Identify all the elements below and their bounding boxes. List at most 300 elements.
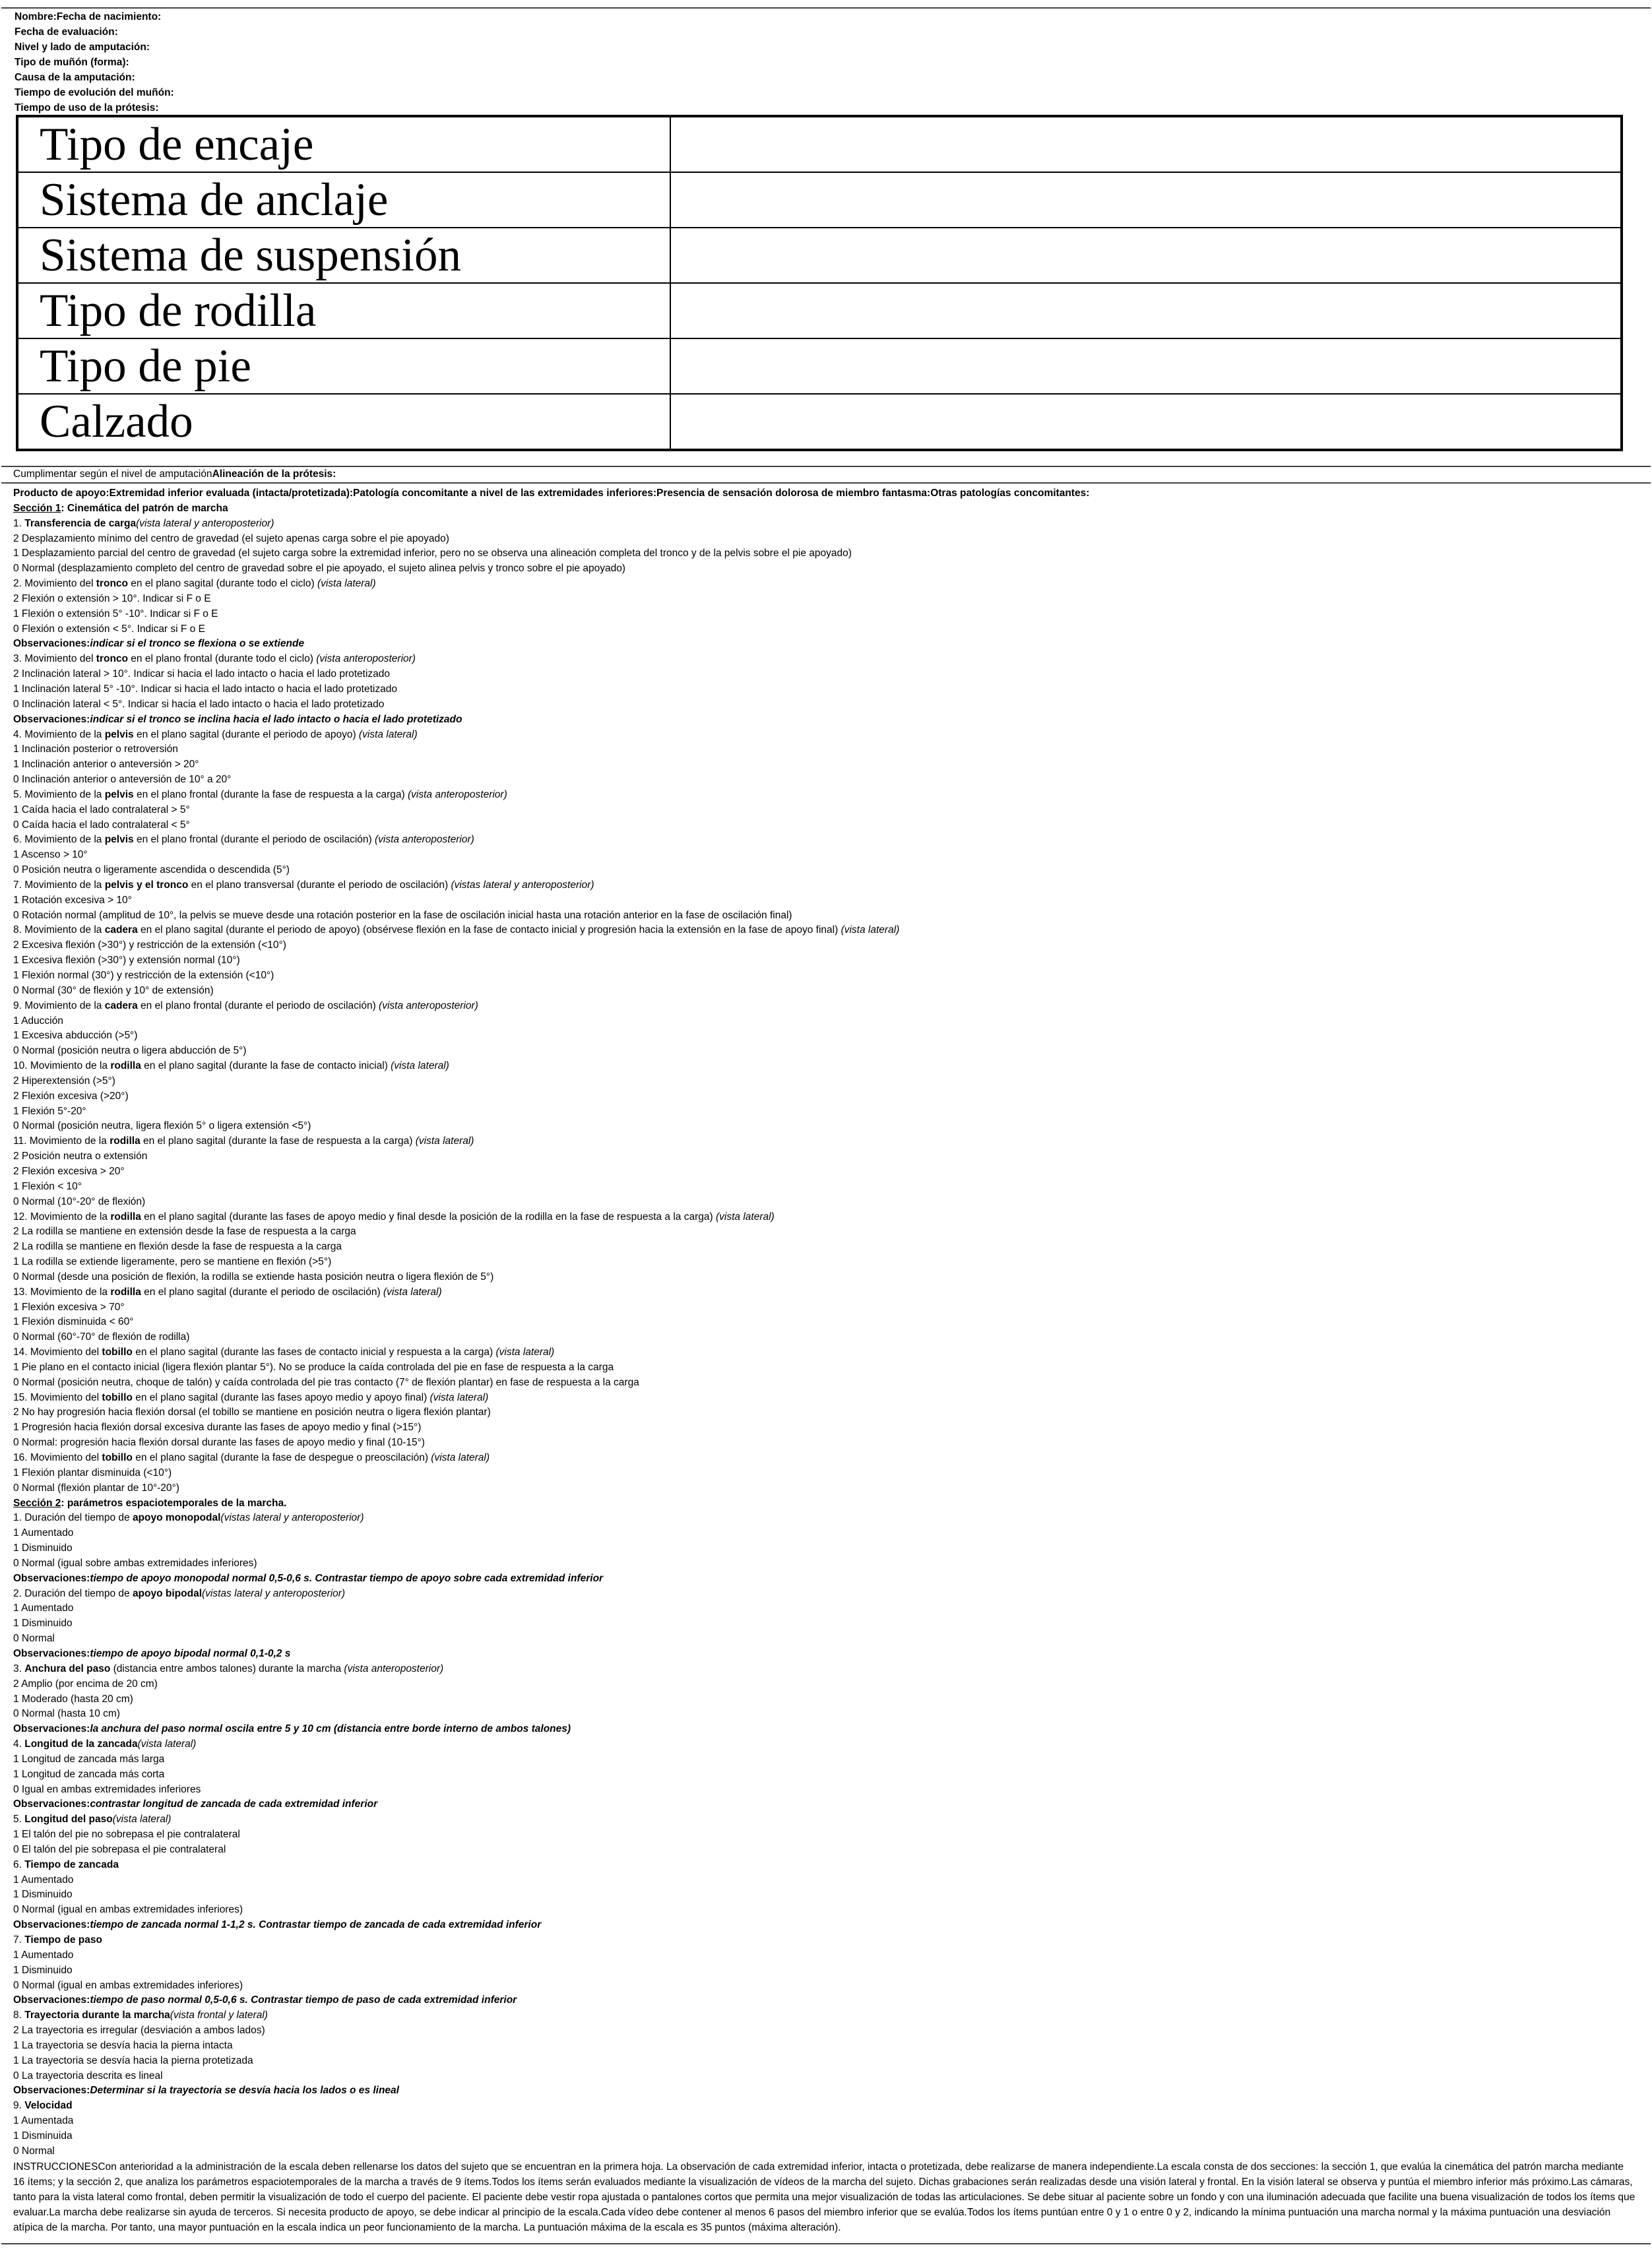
scale-line — [13, 1752, 1636, 1767]
text-run: 0 Inclinación lateral < 5°. Indicar si hacia el lado intacto o hacia el lado protetizado — [13, 698, 385, 710]
scale-line — [13, 1783, 1636, 1798]
scale-line — [13, 1255, 1636, 1270]
text-run: en el plano frontal (durante el periodo de oscilación) — [133, 834, 375, 846]
table-row — [17, 172, 1622, 228]
scale-line — [13, 1647, 1636, 1662]
text-run: (vista lateral) — [715, 1211, 775, 1222]
scale-line — [13, 1737, 1636, 1752]
text-run: pelvis y el tronco — [104, 879, 189, 891]
product-fields-line: Producto de apoyo:Extremidad inferior evaluada (intacta/protetizada):Patología concomitante a nivel de las extremidades inferiores:Presencia de sensación dolorosa de miembro fantasma:Otras patologías concomitantes: — [13, 488, 1090, 499]
scale-line — [13, 1948, 1636, 1963]
scale-line — [13, 893, 1636, 908]
text-run: en el plano sagital (durante la fase de contacto inicial) — [141, 1060, 391, 1072]
scale-line — [13, 1858, 1636, 1873]
text-run: 7. Movimiento de la — [13, 879, 105, 891]
text-run: 0 Inclinación anterior o anteversión de 10° a 20° — [13, 774, 232, 786]
text-run: en el plano sagital (durante el periodo de apoyo) — [133, 728, 359, 740]
text-run: 0 Normal (desplazamiento completo del centro de gravedad sobre el pie apoyado, el sujeto alinea pelvis y tronco sobre el pie apoyado) — [13, 563, 625, 575]
scale-line — [13, 908, 1636, 924]
scale-line — [13, 561, 1636, 577]
text-run: 1 Aumentada — [13, 2115, 74, 2127]
text-run: pelvis — [104, 728, 134, 740]
text-run: Observaciones: — [13, 1994, 90, 2006]
scale-line — [13, 1979, 1636, 1994]
scale-line — [13, 532, 1636, 547]
text-run: cadera — [104, 1000, 138, 1011]
scale-line — [13, 1300, 1636, 1316]
scale-line — [13, 592, 1636, 607]
text-run: tiempo de zancada normal 1-1,2 s. Contrastar tiempo de zancada de cada extremidad inferior — [90, 1919, 542, 1931]
text-run: 2 Posición neutra o extensión — [13, 1151, 148, 1162]
scale-line — [13, 1888, 1636, 1903]
text-run: 1 Aducción — [13, 1015, 63, 1027]
scale-line — [13, 999, 1636, 1014]
text-run: 0 Normal (igual en ambas extremidades inferiores) — [13, 1979, 243, 1991]
text-run: 0 Igual en ambas extremidades inferiores — [13, 1783, 201, 1795]
label-sistema-suspension: Sistema de suspensión — [17, 228, 670, 283]
scale-line — [13, 742, 1636, 757]
text-run: en el plano sagital (durante el periodo de oscilación) — [141, 1286, 383, 1298]
text-run: 9. Movimiento de la — [13, 1000, 105, 1011]
text-run: (vistas lateral y anteroposterior) — [451, 879, 594, 891]
scale-line — [13, 728, 1636, 743]
text-run: 14. Movimiento del — [13, 1347, 102, 1358]
field-nombre: Nombre:Fecha de nacimiento: — [15, 11, 162, 22]
text-run: (vista lateral) — [495, 1347, 555, 1358]
text-run: 2 La rodilla se mantiene en extensión desde la fase de respuesta a la carga — [13, 1226, 356, 1238]
text-run: 1 La rodilla se extiende ligeramente, pero se mantiene en flexión (>5°) — [13, 1256, 332, 1268]
text-run: pelvis — [104, 788, 134, 800]
scale-line — [13, 682, 1636, 697]
scale-line — [13, 1707, 1636, 1722]
scale-line — [13, 1616, 1636, 1632]
text-run: 1 El talón del pie no sobrepasa el pie contralateral — [13, 1829, 240, 1841]
text-run: 4. — [13, 1738, 25, 1750]
text-run: en el plano sagital (durante las fases apoyo medio y apoyo final) — [132, 1391, 430, 1403]
label-calzado: Calzado — [17, 394, 670, 450]
scale-line — [13, 1315, 1636, 1330]
text-run: 0 Normal (60°-70° de flexión de rodilla) — [13, 1331, 190, 1343]
text-run: apoyo bipodal — [132, 1587, 202, 1599]
scale-line — [13, 863, 1636, 878]
scale-line — [13, 1466, 1636, 1481]
scale-line — [13, 2083, 1636, 2099]
patient-header — [15, 9, 174, 115]
text-run: (vistas lateral y anteroposterior) — [202, 1587, 346, 1599]
scale-line — [13, 697, 1636, 713]
scale-line — [13, 1526, 1636, 1541]
text-run: Observaciones: — [13, 1919, 90, 1931]
scale-line — [13, 818, 1636, 833]
text-run: 1 Inclinación anterior o anteversión > 20° — [13, 759, 199, 771]
scale-line — [13, 968, 1636, 984]
field-nivel-amputacion: Nivel y lado de amputación: — [15, 42, 150, 53]
scale-line — [13, 1210, 1636, 1225]
text-run: Tiempo de paso — [24, 1934, 102, 1946]
text-run: Sección 1 — [13, 502, 61, 514]
field-tiempo-uso: Tiempo de uso de la prótesis: — [15, 102, 159, 113]
text-run: 1 Caída hacia el lado contralateral > 5° — [13, 804, 190, 815]
scale-line — [13, 2114, 1636, 2129]
text-run: 1 La trayectoria se desvía hacia la pierna protetizada — [13, 2054, 253, 2066]
scale-line — [13, 1767, 1636, 1783]
text-run: Transferencia de carga — [24, 517, 137, 529]
text-run: 1 Aumentado — [13, 1602, 74, 1614]
scale-line — [13, 1481, 1636, 1496]
text-run: 13. Movimiento de la — [13, 1286, 111, 1298]
text-run: 0 Normal (10°-20° de flexión) — [13, 1195, 146, 1207]
scale-line — [13, 1029, 1636, 1044]
text-run: 2 Amplio (por encima de 20 cm) — [13, 1678, 158, 1690]
scale-line — [13, 1436, 1636, 1451]
text-run: Trayectoria durante la marcha — [24, 2010, 170, 2021]
text-run: 0 Normal (flexión plantar de 10°-20°) — [13, 1482, 179, 1494]
text-run: 1 Aumentado — [13, 1874, 74, 1886]
text-run: 3. Movimiento del — [13, 653, 96, 665]
scale-line — [13, 2099, 1636, 2114]
scale-line — [13, 1918, 1636, 1933]
scale-line — [13, 1812, 1636, 1827]
text-run: 0 El talón del pie sobrepasa el pie contralateral — [13, 1843, 226, 1855]
text-run: 8. — [13, 2010, 25, 2021]
label-tipo-encaje: Tipo de encaje — [17, 116, 670, 172]
scale-line — [13, 1180, 1636, 1195]
bottom-rule — [1, 2243, 1651, 2244]
text-run: 0 Normal (posición neutra, ligera flexión 5° o ligera extensión <5°) — [13, 1120, 311, 1132]
text-run: 9. — [13, 2100, 25, 2112]
text-run: tobillo — [102, 1391, 133, 1403]
scale-line — [13, 1722, 1636, 1737]
text-run: 1 Excesiva abducción (>5°) — [13, 1030, 138, 1042]
scale-line — [13, 953, 1636, 968]
text-run: Tiempo de zancada — [24, 1858, 119, 1870]
scale-line — [13, 1420, 1636, 1436]
text-run: Sección 2 — [13, 1497, 61, 1509]
text-run: (vista lateral) — [391, 1060, 449, 1072]
text-run: 0 Normal (posición neutra o ligera abducción de 5°) — [13, 1045, 247, 1057]
table-row — [17, 116, 1622, 172]
text-run: 1 Flexión normal (30°) y restricción de la extensión (<10°) — [13, 970, 274, 981]
text-run: 1 Aumentado — [13, 1949, 74, 1961]
value-cell[interactable] — [670, 116, 1622, 172]
scale-line — [13, 1376, 1636, 1391]
text-run: tronco — [96, 578, 128, 590]
text-run: 0 Caída hacia el lado contralateral < 5° — [13, 819, 190, 831]
scale-line — [13, 1044, 1636, 1059]
scale-line — [13, 622, 1636, 637]
text-run: pelvis — [104, 834, 134, 846]
text-run: Longitud del paso — [24, 1814, 113, 1825]
scale-line — [13, 773, 1636, 788]
text-run: 1 Disminuido — [13, 1618, 73, 1630]
text-run: tiempo de paso normal 0,5-0,6 s. Contrastar tiempo de paso de cada extremidad inferior — [90, 1994, 517, 2006]
scale-line — [13, 1149, 1636, 1164]
text-run: 0 Normal: progresión hacia flexión dorsal durante las fases de apoyo medio y final (10-15°) — [13, 1437, 425, 1449]
text-run: rodilla — [110, 1286, 141, 1298]
scale-line — [13, 1827, 1636, 1843]
text-run: 11. Movimiento de la — [13, 1135, 110, 1147]
text-run: 1 Flexión plantar disminuida (<10°) — [13, 1467, 172, 1478]
scale-line — [13, 984, 1636, 999]
scale-line — [13, 577, 1636, 592]
text-run: (vista anteroposterior) — [344, 1663, 444, 1674]
scale-line — [13, 2129, 1636, 2144]
scale-items — [13, 501, 1636, 2159]
text-run: (vista lateral) — [415, 1135, 474, 1147]
text-run: Observaciones: — [13, 1723, 90, 1735]
scale-line — [13, 1873, 1636, 1888]
text-run: en el plano frontal (durante el periodo de oscilación) — [137, 1000, 379, 1011]
value-cell[interactable] — [670, 338, 1622, 394]
scale-line — [13, 1089, 1636, 1104]
label-tipo-rodilla: Tipo de rodilla — [17, 283, 670, 338]
text-run: Observaciones: — [13, 1572, 90, 1584]
text-run: 2. Movimiento del — [13, 578, 96, 590]
text-run: 0 Normal (30° de flexión y 10° de extensión) — [13, 984, 214, 996]
scale-line — [13, 1556, 1636, 1571]
text-run: tronco — [96, 653, 128, 665]
scale-line — [13, 667, 1636, 682]
scale-line — [13, 713, 1636, 728]
text-run: 1 Disminuido — [13, 1889, 73, 1901]
text-run: Anchura del paso — [24, 1663, 111, 1674]
text-run: 0 Normal (igual en ambas extremidades inferiores) — [13, 1904, 243, 1916]
text-run: 0 Flexión o extensión < 5°. Indicar si F o E — [13, 623, 205, 635]
scale-line — [13, 546, 1636, 561]
scale-line — [13, 1134, 1636, 1149]
text-run: 1 Inclinación lateral 5° -10°. Indicar si hacia el lado intacto o hacia el lado protetizado — [13, 683, 397, 695]
text-run: 1 Moderado (hasta 20 cm) — [13, 1693, 133, 1705]
text-run: rodilla — [110, 1060, 141, 1072]
scale-line — [13, 833, 1636, 848]
text-run: 2 Inclinación lateral > 10°. Indicar si hacia el lado intacto o hacia el lado protetizado — [13, 668, 391, 680]
rule — [1, 466, 1651, 467]
scale-line — [13, 878, 1636, 893]
scale-line — [13, 757, 1636, 773]
text-run: contrastar longitud de zancada de cada extremidad inferior — [90, 1798, 378, 1810]
text-run: en el plano sagital (durante el periodo de apoyo) (obsérvese flexión en la fase de contacto inicial y progresión hacia la extensión en la fase de apoyo final) — [137, 924, 841, 936]
scale-line — [13, 1511, 1636, 1526]
scale-line — [13, 938, 1636, 953]
field-tipo-munon: Tipo de muñón (forma): — [15, 57, 129, 68]
text-run: 0 Normal — [13, 2145, 55, 2157]
scale-line — [13, 1601, 1636, 1616]
scale-line — [13, 1014, 1636, 1029]
text-run: 1 Pie plano en el contacto inicial (ligera flexión plantar 5°). No se produce la caída controlada del pie en fase de respuesta a la carga — [13, 1361, 614, 1373]
text-run: 1 Flexión excesiva > 70° — [13, 1301, 125, 1313]
scale-line — [13, 1059, 1636, 1074]
text-run: (vista anteroposterior) — [379, 1000, 478, 1011]
text-run: 1 Flexión disminuida < 60° — [13, 1316, 134, 1328]
text-run: en el plano sagital (durante las fases de apoyo medio y final desde la posición de la rodilla en la fase de respuesta a la carga) — [141, 1211, 716, 1222]
scale-line — [13, 2144, 1636, 2159]
scale-line — [13, 1270, 1636, 1285]
text-run: rodilla — [110, 1211, 141, 1222]
text-run: (vista lateral) — [112, 1814, 172, 1825]
table-row — [17, 394, 1622, 450]
value-cell[interactable] — [670, 172, 1622, 228]
text-run: (vista frontal y lateral) — [170, 2010, 268, 2021]
text-run: 2 Desplazamiento mínimo del centro de gravedad (el sujeto apenas carga sobre el pie apoyado) — [13, 532, 449, 544]
text-run: Observaciones: — [13, 713, 90, 725]
scale-line — [13, 1360, 1636, 1376]
text-run: (vista lateral) — [383, 1286, 442, 1298]
scale-line — [13, 788, 1636, 803]
text-run: 2. Duración del tiempo de — [13, 1587, 133, 1599]
text-run: en el plano sagital (durante la fase de despegue o preoscilación) — [132, 1452, 431, 1463]
alignment-label: Alineación de la prótesis: — [212, 468, 336, 480]
text-run: 1 Progresión hacia flexión dorsal excesiva durante las fases de apoyo medio y final (>15°) — [13, 1422, 422, 1434]
field-causa-amputacion: Causa de la amputación: — [15, 72, 135, 83]
text-run: 4. Movimiento de la — [13, 728, 105, 740]
text-run: cadera — [104, 924, 138, 936]
text-run: 2 Flexión excesiva (>20°) — [13, 1090, 129, 1102]
scale-line — [13, 1903, 1636, 1918]
text-run: 1 Rotación excesiva > 10° — [13, 894, 132, 906]
scale-line — [13, 1285, 1636, 1300]
scale-line — [13, 1541, 1636, 1556]
text-run: 2 La rodilla se mantiene en flexión desde la fase de respuesta a la carga — [13, 1241, 342, 1253]
text-run: 1. Duración del tiempo de — [13, 1512, 133, 1524]
text-run: : parámetros espaciotemporales de la marcha. — [61, 1497, 287, 1509]
text-run: 0 Normal (desde una posición de flexión, la rodilla se extiende hasta posición neutra o ligera flexión de 5°) — [13, 1271, 494, 1283]
scale-line — [13, 2069, 1636, 2084]
text-run: en el plano sagital (durante todo el ciclo) — [128, 578, 317, 590]
text-run: (vista anteroposterior) — [375, 834, 474, 846]
text-run: 2 No hay progresión hacia flexión dorsal (el tobillo se mantiene en posición neutra o ligera flexión plantar) — [13, 1407, 491, 1418]
text-run: 1 La trayectoria se desvía hacia la pierna intacta — [13, 2039, 233, 2051]
text-run: (vista lateral) — [431, 1452, 490, 1463]
scale-line — [13, 2039, 1636, 2054]
text-run: 1 Longitud de zancada más larga — [13, 1753, 165, 1765]
scale-line — [13, 1843, 1636, 1858]
text-run: 8. Movimiento de la — [13, 924, 105, 936]
scale-line — [13, 2023, 1636, 2039]
scale-line — [13, 1797, 1636, 1812]
text-run: Velocidad — [24, 2100, 73, 2112]
text-run: 2 La trayectoria es irregular (desviación a ambos lados) — [13, 2025, 265, 2037]
text-run: 1 Inclinación posterior o retroversión — [13, 744, 178, 755]
label-sistema-anclaje: Sistema de anclaje — [17, 172, 670, 228]
rule — [1, 482, 1651, 484]
text-run: 2 Hiperextensión (>5°) — [13, 1075, 115, 1087]
text-run: (vista lateral) — [137, 1738, 197, 1750]
table-row — [17, 283, 1622, 338]
scale-line — [13, 1195, 1636, 1210]
scale-line — [13, 1240, 1636, 1255]
text-run: 0 Posición neutra o ligeramente ascendida o descendida (5°) — [13, 864, 290, 876]
text-run: en el plano transversal (durante el periodo de oscilación) — [188, 879, 451, 891]
text-run: tiempo de apoyo monopodal normal 0,5-0,6 s. Contrastar tiempo de apoyo sobre cada extremidad inferior — [90, 1572, 604, 1584]
text-run: 1 Flexión o extensión 5° -10°. Indicar si F o E — [13, 608, 218, 619]
text-run: 1 Aumentado — [13, 1527, 74, 1539]
text-run: tobillo — [102, 1452, 133, 1463]
text-run: 0 La trayectoria descrita es lineal — [13, 2070, 163, 2081]
text-run: 2 Flexión excesiva > 20° — [13, 1165, 125, 1177]
text-run: (vista lateral) — [358, 728, 418, 740]
scale-line — [13, 1662, 1636, 1677]
text-run: 3. — [13, 1663, 25, 1674]
text-run: 1 Flexión < 10° — [13, 1180, 82, 1192]
text-run: Determinar si la trayectoria se desvía hacia los lados o es lineal — [90, 2085, 399, 2097]
text-run: (vista lateral) — [429, 1391, 489, 1403]
text-run: tobillo — [102, 1347, 133, 1358]
text-run: en el plano frontal (durante todo el ciclo) — [128, 653, 317, 665]
scale-line — [13, 1164, 1636, 1180]
scale-line — [13, 1104, 1636, 1120]
text-run: 1 Longitud de zancada más corta — [13, 1768, 165, 1780]
text-run: 2 Flexión o extensión > 10°. Indicar si F o E — [13, 592, 211, 604]
text-run: indicar si el tronco se inclina hacia el lado intacto o hacia el lado protetizado — [90, 713, 462, 725]
top-rule — [1, 7, 1651, 9]
equipment-table — [16, 115, 1623, 451]
text-run: 1. — [13, 517, 25, 529]
label-tipo-pie: Tipo de pie — [17, 338, 670, 394]
text-run: 15. Movimiento del — [13, 1391, 102, 1403]
text-run: 0 Normal (igual sobre ambas extremidades inferiores) — [13, 1557, 257, 1569]
instructions: INSTRUCCIONESCon anterioridad a la administración de la escala deben rellenarse los datos del sujeto que se encuentran en la primera hoja. La observación de cada extremidad inferior, intacta o protetizada, debe realizarse de manera independiente.La escala consta de dos secciones: la sección 1, que evalúa la cinemática del patrón marcha mediante 16 ítems; y la sección 2, que analiza los parámetros espaciotemporales de la marcha a través de 9 ítems.Todos los ítems serán evaluados mediante la visualización de vídeos de la marcha del sujeto. Dichas grabaciones serán realizadas desde una visión lateral y frontal. En la visión lateral se observa y puntúa el miembro inferior más próximo.Las cámaras, tanto para la vista lateral como frontal, deben permitir la visualización de todo el cuerpo del paciente. El paciente debe vestir ropa ajustada o pantalones cortos que permita una mejor visualización de todas las articulaciones. Se debe situar al paciente sobre un fondo y con una iluminación adecuada que facilite una buena visualización de todos los ítems que evaluar.La marcha debe realizarse sin ayuda de terceros. Si necesita producto de apoyo, se debe indicar al principio de la escala.Cada vídeo debe contener al menos 6 pasos del miembro inferior que se evalúa.Todos los ítems puntúan entre 0 y 1 o entre 0 y 2, indicando la mínima puntuación una marcha normal y la máxima puntuación una desviación atípica de la marcha. Por tanto, una mayor puntuación en la escala indica un peor funcionamiento de la marcha. La puntuación máxima de la escala es 35 puntos (máxima alteración). — [13, 2161, 1636, 2233]
scale-line — [13, 1677, 1636, 1692]
scale-line — [13, 923, 1636, 938]
value-cell[interactable] — [670, 394, 1622, 450]
table-row — [17, 338, 1622, 394]
text-run: en el plano sagital (durante las fases de contacto inicial y respuesta a la carga) — [132, 1347, 496, 1358]
text-run: Longitud de la zancada — [24, 1738, 138, 1750]
scale-line — [13, 1496, 1636, 1511]
text-run: Observaciones: — [13, 638, 90, 650]
scale-line — [13, 1391, 1636, 1406]
scale-line — [13, 848, 1636, 863]
text-run: apoyo monopodal — [132, 1512, 221, 1524]
text-run: tiempo de apoyo bipodal normal 0,1-0,2 s — [90, 1647, 291, 1659]
text-run: 16. Movimiento del — [13, 1452, 102, 1463]
alignment-note: Cumplimentar según el nivel de amputación — [13, 468, 212, 480]
text-run: 0 Normal (posición neutra, choque de talón) y caída controlada del pie tras contacto (7° de flexión plantar) en fase de respuesta a la carga — [13, 1376, 639, 1388]
text-run: 0 Normal — [13, 1633, 55, 1645]
table-row — [17, 228, 1622, 283]
scale-line — [13, 517, 1636, 532]
text-run: 1 Flexión 5°-20° — [13, 1105, 86, 1117]
text-run: rodilla — [110, 1135, 141, 1147]
text-run: 1 Excesiva flexión (>30°) y extensión normal (10°) — [13, 955, 240, 967]
text-run: indicar si el tronco se flexiona o se extiende — [90, 638, 305, 650]
scale-line — [13, 1074, 1636, 1089]
scale-line — [13, 501, 1636, 517]
text-run: 0 Normal (hasta 10 cm) — [13, 1708, 120, 1720]
alignment-line — [13, 468, 336, 481]
scale-line — [13, 1692, 1636, 1707]
value-cell[interactable] — [670, 228, 1622, 283]
scale-line — [13, 1587, 1636, 1602]
text-run: 0 Rotación normal (amplitud de 10°, la pelvis se mueve desde una rotación posterior en la fase de oscilación inicial hasta una rotación anterior en la fase de oscilación final) — [13, 909, 792, 921]
text-run: (vista lateral) — [317, 578, 376, 590]
scale-line — [13, 1119, 1636, 1134]
scale-line — [13, 1993, 1636, 2008]
text-run: en el plano frontal (durante la fase de respuesta a la carga) — [133, 788, 408, 800]
value-cell[interactable] — [670, 283, 1622, 338]
text-run: : Cinemática del patrón de marcha — [61, 502, 228, 514]
text-run: en el plano sagital (durante la fase de respuesta a la carga) — [140, 1135, 416, 1147]
text-run: (vista anteroposterior) — [316, 653, 416, 665]
scale-line — [13, 1933, 1636, 1948]
scale-line — [13, 803, 1636, 818]
text-run: (distancia entre ambos talones) durante la marcha — [110, 1663, 344, 1674]
text-run: 1 Desplazamiento parcial del centro de gravedad (el sujeto carga sobre la extremidad inferior, pero no se observa una alineación completa del tronco y de la pelvis sobre el pie apoyado) — [13, 548, 852, 559]
scale-line — [13, 1963, 1636, 1979]
text-run: 7. — [13, 1934, 25, 1946]
text-run: Observaciones: — [13, 1798, 90, 1810]
text-run: (vista lateral y anteroposterior) — [136, 517, 274, 529]
